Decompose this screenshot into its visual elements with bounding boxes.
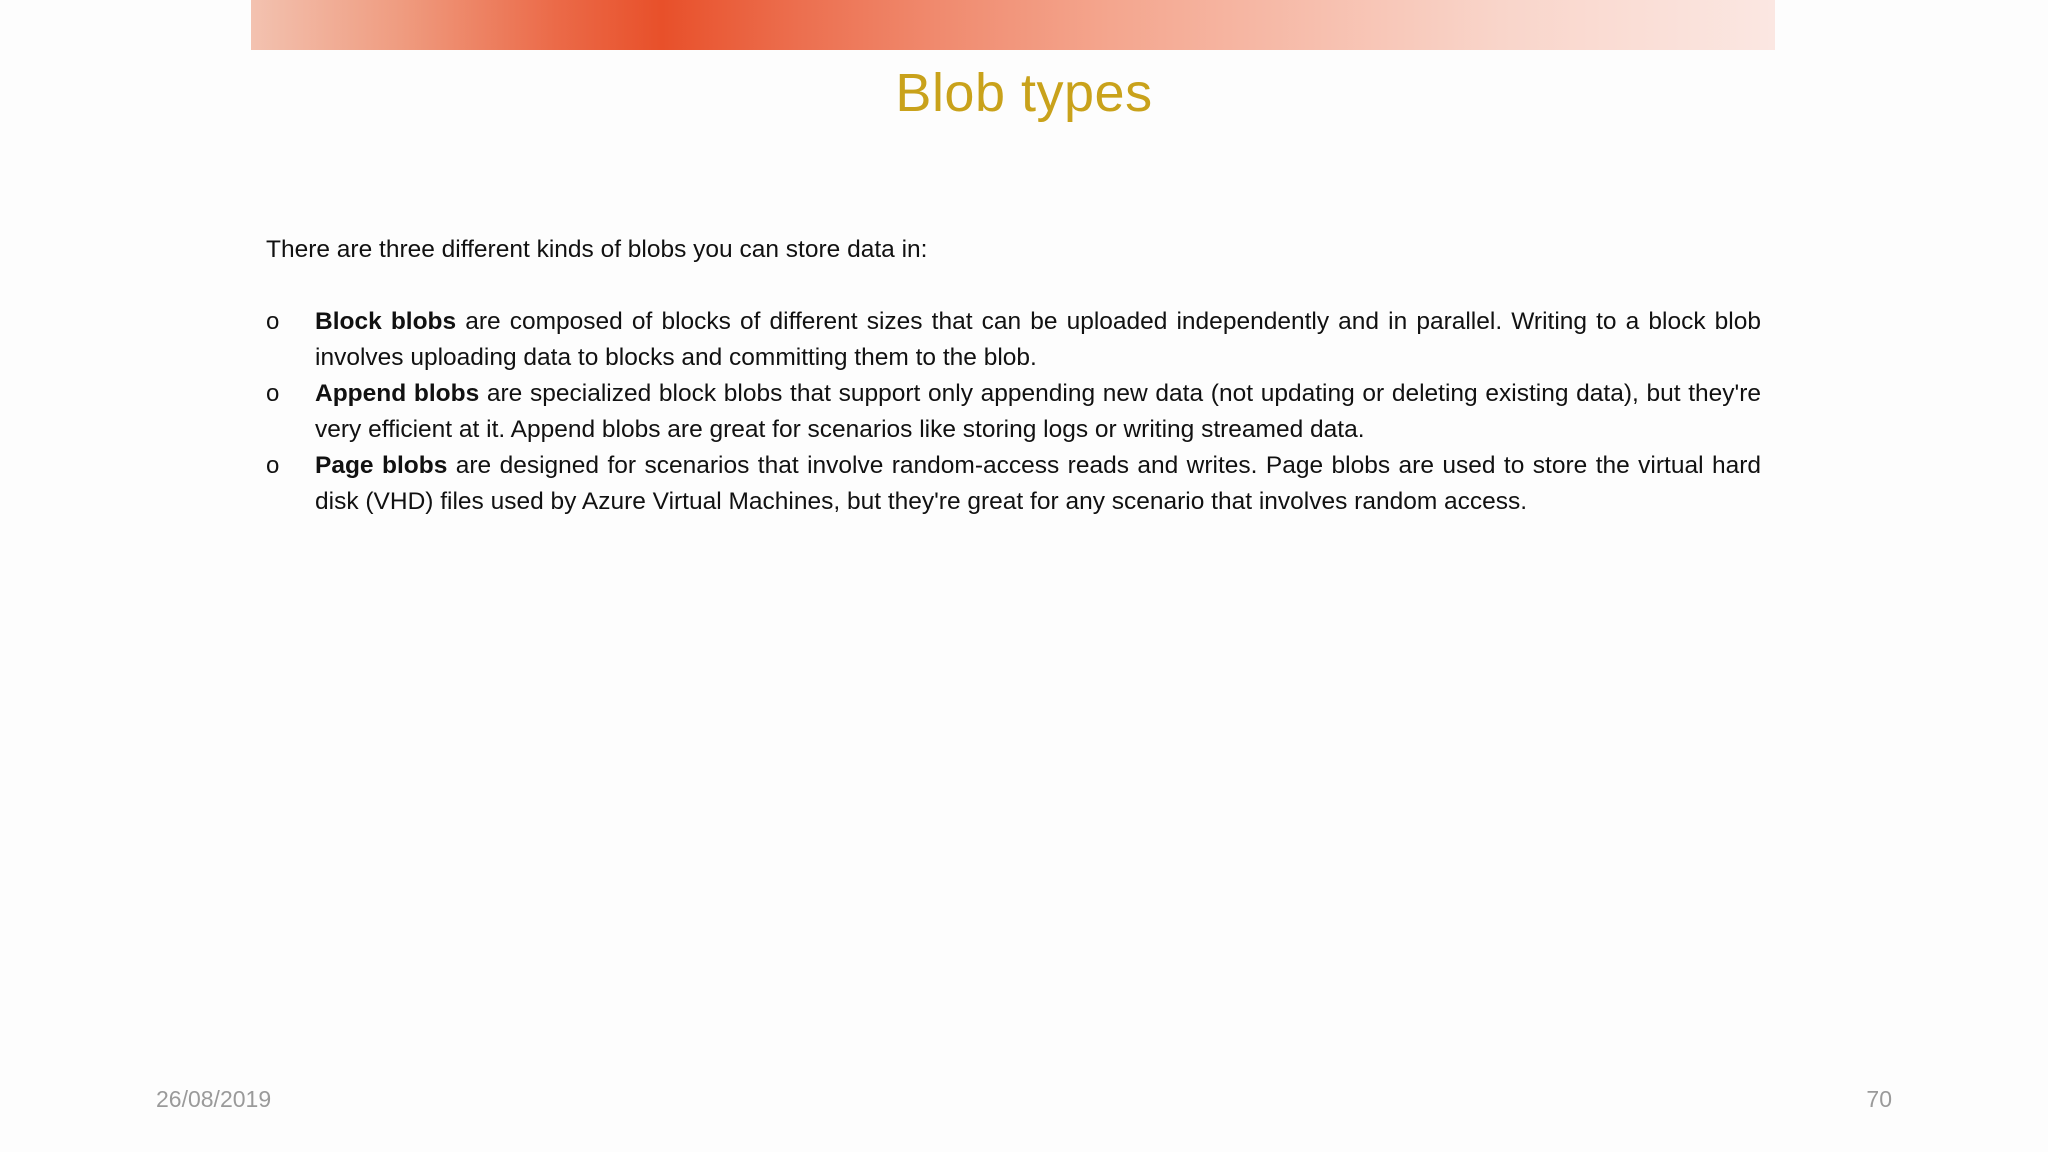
footer-date: 26/08/2019 — [156, 1086, 272, 1112]
intro-text: There are three different kinds of blobs you can store data in: — [266, 236, 928, 263]
bullet-term: Append blobs — [315, 380, 480, 407]
accent-band — [251, 0, 1775, 50]
slide-body — [266, 232, 1761, 520]
bullet-text: are designed for scenarios that involve random-access reads and writes. Page blobs are used to store the virtual hard disk (VHD) files used by Azure Virtual Machines, but they're great for any scenario that involves random access. — [315, 452, 1761, 515]
bullet-term: Page blobs — [315, 452, 448, 479]
list-item — [266, 304, 1761, 376]
bullet-marker-icon: o — [266, 380, 280, 407]
page-number: 70 — [1866, 1086, 1892, 1112]
bullet-marker-icon: o — [266, 308, 280, 335]
list-item — [266, 448, 1761, 520]
bullet-text: are composed of blocks of different sizes that can be uploaded independently and in parallel. Writing to a block blob involves uploading data to blocks and committing them to the blob. — [315, 308, 1761, 371]
bullet-text: are specialized block blobs that support only appending new data (not updating or deleting existing data), but they're very efficient at it. Append blobs are great for scenarios like storing logs or writing streamed data. — [315, 380, 1761, 443]
bullet-list — [266, 304, 1761, 520]
slide-title: Blob types — [895, 63, 1153, 123]
bullet-marker-icon: o — [266, 452, 280, 479]
list-item — [266, 376, 1761, 448]
bullet-term: Block blobs — [315, 308, 457, 335]
